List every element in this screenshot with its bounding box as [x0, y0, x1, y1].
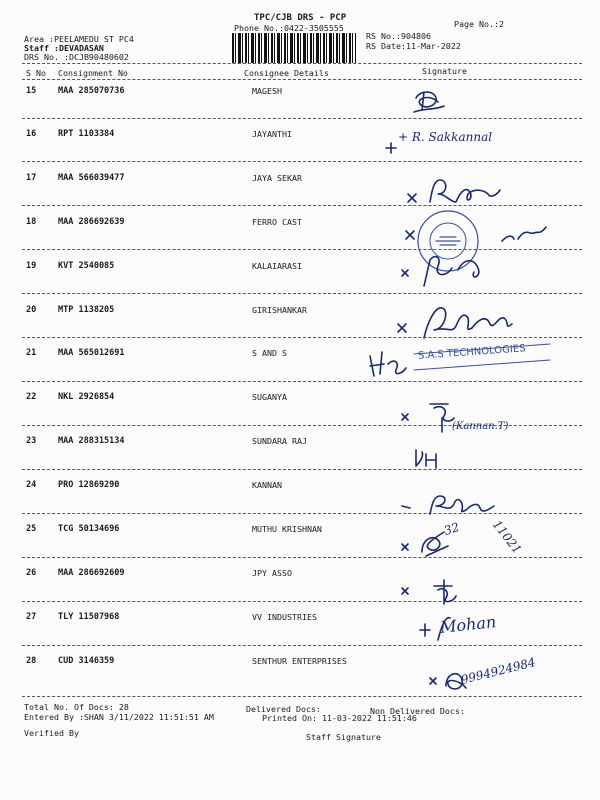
total-docs: Total No. Of Docs: 28 — [24, 702, 129, 712]
row-consignment: TLY 11507968 — [58, 612, 120, 622]
row-divider — [22, 469, 582, 470]
row-consignee: S AND S — [252, 348, 287, 358]
row-divider — [22, 293, 582, 294]
row-consignee: JAYA SEKAR — [252, 173, 302, 183]
stamp-row-21-text: S.A.S TECHNOLOGIES — [417, 343, 526, 362]
row-sno: 21 — [26, 348, 37, 358]
row-consignment: RPT 1103384 — [58, 129, 115, 139]
row-consignee: SUNDARA RAJ — [252, 436, 307, 446]
row-sno: 16 — [26, 129, 37, 139]
row-consignment: MAA 286692639 — [58, 217, 125, 227]
signature-row-26 — [398, 574, 478, 610]
row-sno: 24 — [26, 480, 37, 490]
row-divider — [22, 696, 582, 697]
page-number: Page No.:2 — [454, 19, 504, 29]
row-divider — [22, 557, 582, 558]
row-sno: 18 — [26, 217, 37, 227]
rs-date: RS Date:11-Mar-2022 — [366, 41, 461, 51]
area-label: Area :PEELAMEDU ST PC4 — [24, 34, 134, 44]
signature-row-25-num1: 32 — [442, 519, 462, 539]
phone-number: Phone No.:0422-3505555 — [234, 23, 344, 33]
row-consignee: SUGANYA — [252, 392, 287, 402]
signature-row-25-num2: 11021 — [489, 517, 525, 557]
signature-row-27-text: Mohan — [439, 612, 498, 637]
row-consignee: MUTHU KRISHNAN — [252, 524, 322, 534]
row-sno: 27 — [26, 612, 37, 622]
row-consignee: SENTHUR ENTERPRISES — [252, 656, 347, 666]
row-consignee: KALAIARASI — [252, 261, 302, 271]
signature-row-22-text: (Kannan.T) — [452, 421, 509, 432]
row-consignment: MAA 565012691 — [58, 348, 125, 358]
column-header-divider — [22, 79, 582, 80]
row-consignee: FERRO CAST — [252, 217, 302, 227]
row-sno: 20 — [26, 305, 37, 315]
row-consignment: PRO 12869290 — [58, 480, 120, 490]
row-consignee: KANNAN — [252, 480, 282, 490]
signature-row-15 — [410, 88, 450, 116]
row-divider — [22, 601, 582, 602]
col-sno: S No — [26, 68, 46, 78]
verified-by: Verified By — [24, 728, 79, 738]
row-consignment: TCG 50134696 — [58, 524, 120, 534]
signature-row-28-text: 9994924984 — [459, 654, 537, 688]
row-sno: 19 — [26, 261, 37, 271]
signature-row-20 — [394, 300, 534, 344]
row-consignment: NKL 2926854 — [58, 392, 115, 402]
row-sno: 15 — [26, 86, 37, 96]
row-consignment: MAA 286692609 — [58, 568, 125, 578]
signature-row-19 — [394, 250, 514, 290]
col-consignment: Consignment No — [58, 68, 128, 78]
staff-label: Staff :DEVADASAN — [24, 43, 104, 53]
entered-by: Entered By :SHAN 3/11/2022 11:51:51 AM — [24, 712, 214, 722]
row-consignment: KVT 2540085 — [58, 261, 115, 271]
col-signature: Signature — [422, 66, 467, 76]
row-consignee: MAGESH — [252, 86, 282, 96]
row-consignment: MAA 288315134 — [58, 436, 125, 446]
delivered-docs: Delivered Docs: — [246, 704, 321, 714]
col-consignee: Consignee Details — [244, 68, 329, 78]
printed-on: Printed On: 11-03-2022 11:51:46 — [262, 713, 417, 723]
row-consignee: VV INDUSTRIES — [252, 612, 317, 622]
row-sno: 28 — [26, 656, 37, 666]
rs-number: RS No.:904806 — [366, 31, 431, 41]
row-consignment: MTP 1138205 — [58, 305, 115, 315]
row-consignment: MAA 566039477 — [58, 173, 125, 183]
row-consignee: JPY ASSO — [252, 568, 292, 578]
row-consignment: CUD 3146359 — [58, 656, 115, 666]
row-divider — [22, 118, 582, 119]
row-consignment: MAA 285070736 — [58, 86, 125, 96]
row-divider — [22, 645, 582, 646]
row-consignee: JAYANTHI — [252, 129, 292, 139]
drs-number: DRS No. :DCJB90480602 — [24, 52, 129, 62]
row-sno: 17 — [26, 173, 37, 183]
row-sno: 25 — [26, 524, 37, 534]
staff-signature: Staff Signature — [306, 732, 381, 742]
barcode — [232, 33, 356, 63]
row-divider — [22, 161, 582, 162]
signature-row-17 — [404, 172, 504, 208]
signature-row-23 — [412, 446, 452, 472]
row-sno: 23 — [26, 436, 37, 446]
signature-row-16-text: + R. Sakkannal — [398, 130, 493, 144]
row-sno: 22 — [26, 392, 37, 402]
row-consignee: GIRISHANKAR — [252, 305, 307, 315]
row-sno: 26 — [26, 568, 37, 578]
document-title: TPC/CJB DRS - PCP — [254, 13, 347, 23]
signature-row-24 — [398, 490, 508, 522]
header-divider — [22, 63, 582, 64]
signature-row-21 — [366, 340, 556, 384]
non-delivered-docs: Non Delivered Docs: — [370, 706, 465, 716]
